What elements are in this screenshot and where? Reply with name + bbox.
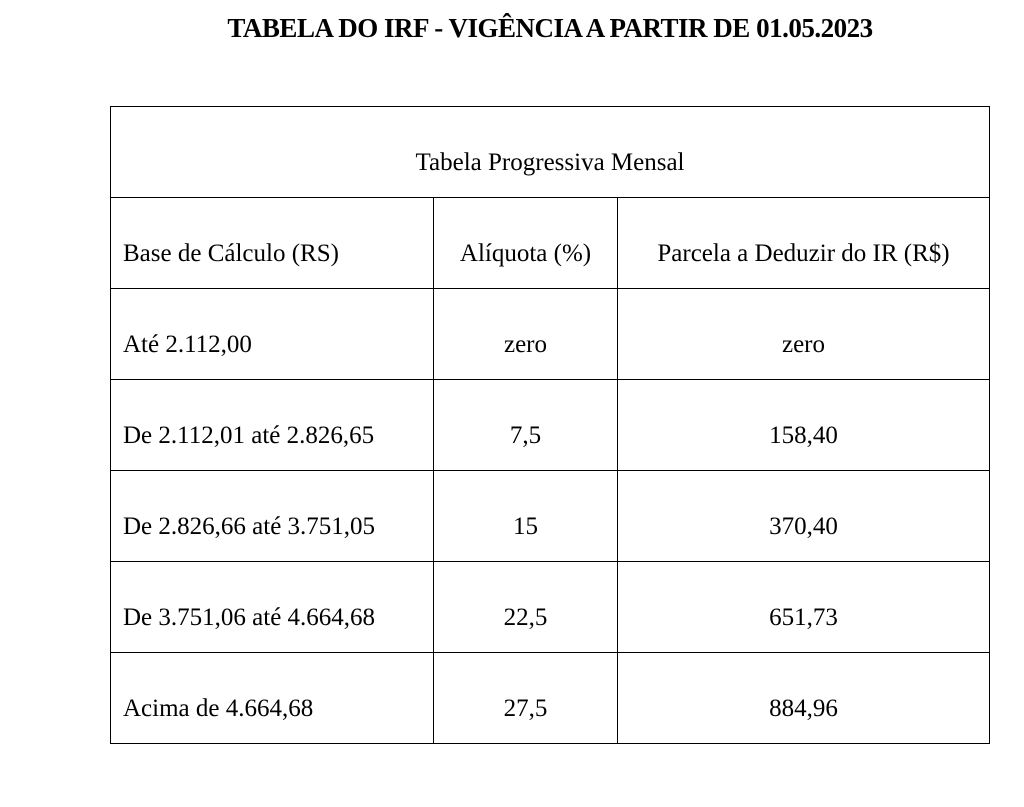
cell-parcela: 370,40 <box>618 471 990 562</box>
table-row <box>111 562 990 653</box>
page-title: TABELA DO IRF - VIGÊNCIA A PARTIR DE 01.05.2023 <box>227 13 873 43</box>
table-caption: Tabela Progressiva Mensal <box>111 107 990 198</box>
cell-parcela: 651,73 <box>618 562 990 653</box>
header-base-de-calculo: Base de Cálculo (RS) <box>111 198 434 289</box>
table-caption-row <box>111 107 990 198</box>
cell-base: Até 2.112,00 <box>111 289 434 380</box>
cell-base: De 3.751,06 até 4.664,68 <box>111 562 434 653</box>
header-parcela-a-deduzir: Parcela a Deduzir do IR (R$) <box>618 198 990 289</box>
cell-aliquota: 27,5 <box>434 653 618 744</box>
cell-aliquota: 22,5 <box>434 562 618 653</box>
cell-parcela: 884,96 <box>618 653 990 744</box>
table-row <box>111 289 990 380</box>
cell-aliquota: 15 <box>434 471 618 562</box>
cell-base: Acima de 4.664,68 <box>111 653 434 744</box>
table-row <box>111 653 990 744</box>
irf-progressive-table <box>110 106 990 744</box>
table-row <box>111 471 990 562</box>
table-header-row <box>111 198 990 289</box>
cell-aliquota: 7,5 <box>434 380 618 471</box>
cell-base: De 2.112,01 até 2.826,65 <box>111 380 434 471</box>
header-aliquota: Alíquota (%) <box>434 198 618 289</box>
cell-parcela: 158,40 <box>618 380 990 471</box>
cell-base: De 2.826,66 até 3.751,05 <box>111 471 434 562</box>
cell-aliquota: zero <box>434 289 618 380</box>
table-row <box>111 380 990 471</box>
cell-parcela: zero <box>618 289 990 380</box>
